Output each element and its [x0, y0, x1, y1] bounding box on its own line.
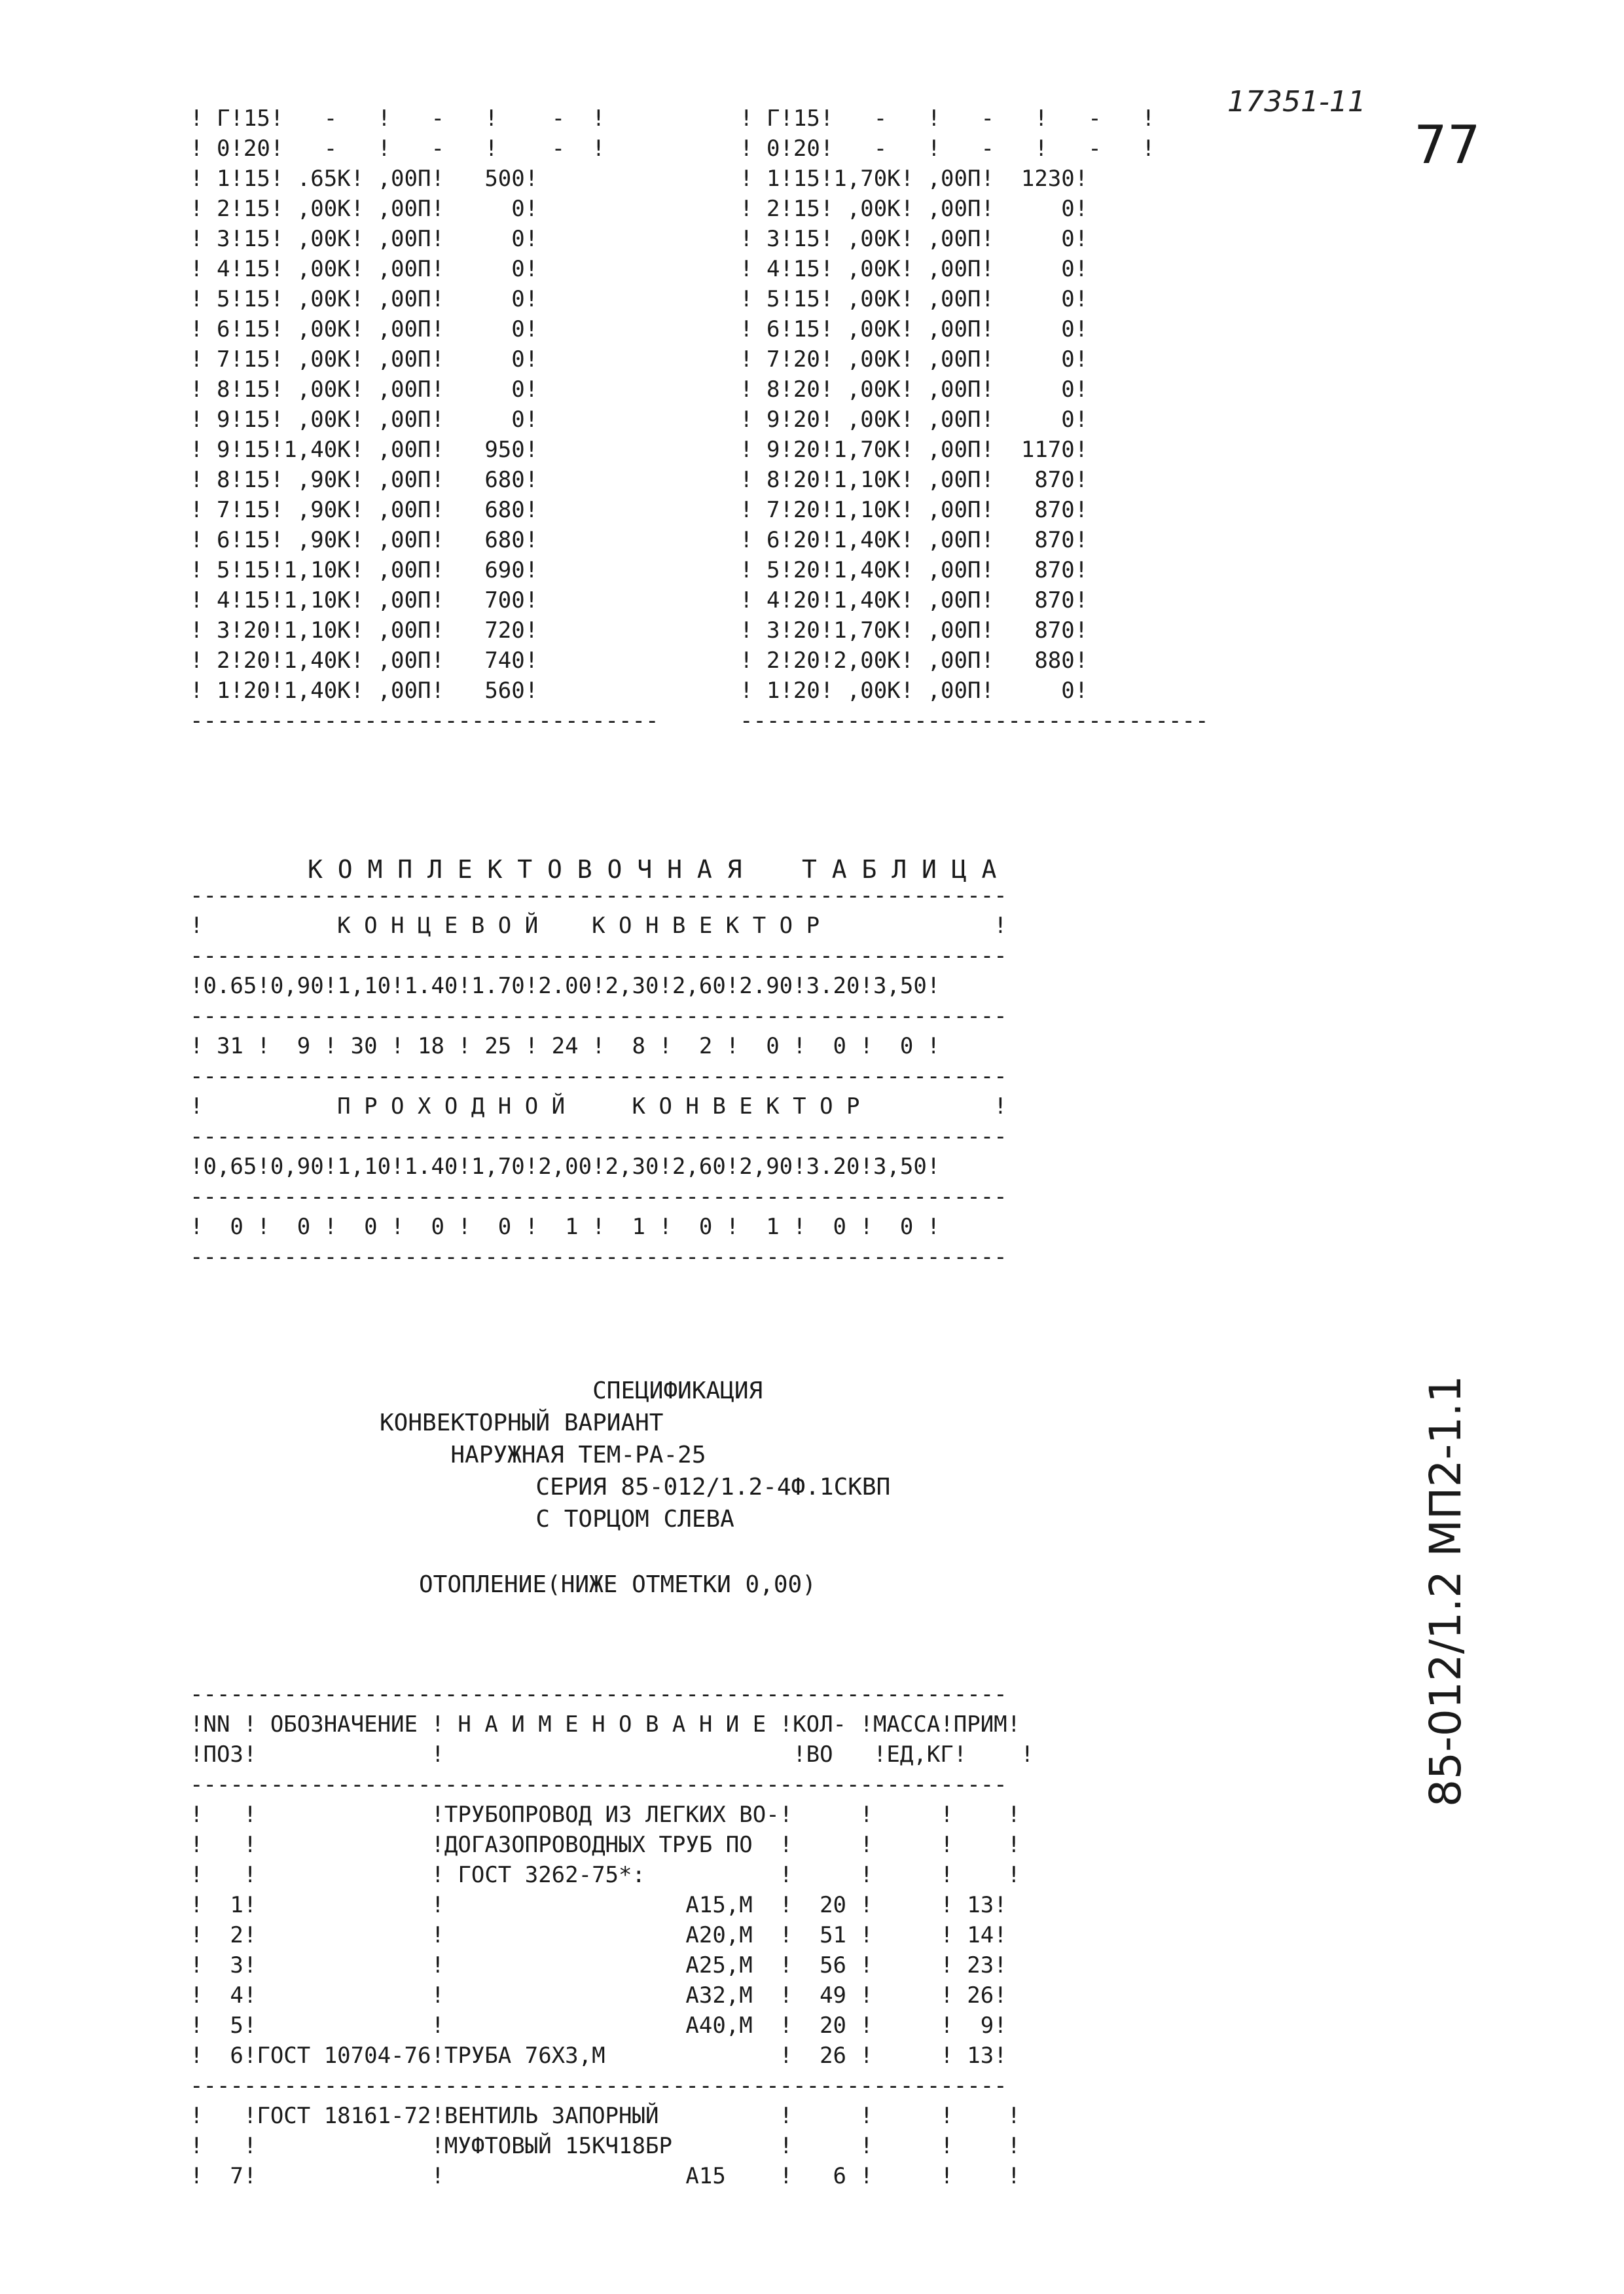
spec-row: ! 2! ! А20,М ! 51 ! ! 14!: [190, 1922, 1007, 1948]
right-row: ! 9!20!1,70К! ,00П! 1170!: [740, 437, 1089, 463]
left-row: ! 2!20!1,40К! ,00П! 740!: [190, 647, 539, 674]
left-row: ! 5!15! ,00К! ,00П! 0!: [190, 286, 539, 312]
page-number: 77: [1414, 115, 1481, 175]
kt-row: ! 31 ! 9 ! 30 ! 18 ! 25 ! 24 ! 8 ! 2 ! 0 ! 0 ! 0 !: [190, 1033, 941, 1059]
left-row: ! 6!15! ,90К! ,00П! 680!: [190, 527, 539, 553]
spec-row: ! 4! ! А32,М ! 49 ! ! 26!: [190, 1982, 1007, 2009]
left-row: ! 7!15! ,90К! ,00П! 680!: [190, 497, 539, 523]
kt-row: !0.65!0,90!1,10!1.40!1.70!2.00!2,30!2,60!2.90!3.20!3,50!: [190, 973, 941, 999]
right-row: ! 4!15! ,00К! ,00П! 0!: [740, 256, 1089, 282]
right-row: ! 2!20!2,00К! ,00П! 880!: [740, 647, 1089, 674]
left-row: ! 2!15! ,00К! ,00П! 0!: [190, 196, 539, 222]
right-row: ! 0!20! - ! - ! - !: [740, 136, 1155, 162]
spec-row: ! ! !ТРУБОПРОВОД ИЗ ЛЕГКИХ ВО-! ! ! !: [190, 1802, 1021, 1828]
spec-row: -------------------------------------------------------------: [190, 1772, 1007, 1798]
left-row: ! 8!15! ,00К! ,00П! 0!: [190, 376, 539, 403]
right-row: ! 9!20! ,00К! ,00П! 0!: [740, 407, 1089, 433]
spec-row: ! 7! ! А15 ! 6 ! ! !: [190, 2163, 1021, 2189]
spec-row: -------------------------------------------------------------: [190, 2073, 1007, 2099]
kt-table: [190, 881, 1007, 1272]
right-row: ! 3!15! ,00К! ,00П! 0!: [740, 226, 1089, 252]
left-row: ! 9!15! ,00К! ,00П! 0!: [190, 407, 539, 433]
spec-row: !ПОЗ! ! !ВО !ЕД,КГ! !: [190, 1741, 1034, 1768]
spec-row: ! ! !МУФТОВЫЙ 15КЧ18БР ! ! ! !: [190, 2133, 1021, 2159]
right-row: ! 6!20!1,40К! ,00П! 870!: [740, 527, 1089, 553]
spec-row: ! 5! ! А40,М ! 20 ! ! 9!: [190, 2012, 1007, 2039]
spec-row: ! 1! ! А15,М ! 20 ! ! 13!: [190, 1892, 1007, 1918]
kt-row: -------------------------------------------------------------: [190, 1003, 1007, 1029]
spec-heating-line: ОТОПЛЕНИЕ(НИЖЕ ОТМЕТКИ 0,00): [419, 1571, 816, 1598]
right-row: ! 8!20! ,00К! ,00П! 0!: [740, 376, 1089, 403]
kt-row: ! К О Н Ц Е В О Й К О Н В Е К Т О Р !: [190, 913, 1007, 939]
left-row: ! 1!20!1,40К! ,00П! 560!: [190, 678, 539, 704]
kt-row: -------------------------------------------------------------: [190, 1184, 1007, 1210]
left-row: ! 4!15!1,10К! ,00П! 700!: [190, 587, 539, 613]
right-row: ! 5!15! ,00К! ,00П! 0!: [740, 286, 1089, 312]
series-stamp: 85-012/1.2 МП2-1.1: [1420, 1375, 1471, 1807]
spec-heading-line: СЕРИЯ 85-012/1.2-4Ф.1СКВП: [380, 1474, 891, 1501]
doc-code-handwritten: 17351-11: [1227, 85, 1366, 118]
spec-row: ! ! !ДОГАЗОПРОВОДНЫХ ТРУБ ПО ! ! ! !: [190, 1832, 1021, 1858]
left-row: ! 4!15! ,00К! ,00П! 0!: [190, 256, 539, 282]
spec-heading-line: С ТОРЦОМ СЛЕВА: [380, 1506, 734, 1533]
spec-row: -------------------------------------------------------------: [190, 1681, 1007, 1707]
right-row: ! 7!20! ,00К! ,00П! 0!: [740, 346, 1089, 373]
spec-row: !NN ! ОБОЗНАЧЕНИЕ ! Н А И М Е Н О В А Н И Е !КОЛ- !МАССА!ПРИМ!: [190, 1711, 1021, 1738]
left-row: ! 7!15! ,00К! ,00П! 0!: [190, 346, 539, 373]
right-row: -----------------------------------: [740, 708, 1209, 734]
left-row: ! 1!15! .65К! ,00П! 500!: [190, 166, 539, 192]
spec-heading: [380, 1375, 890, 1535]
right-row: ! 5!20!1,40К! ,00П! 870!: [740, 557, 1089, 583]
kt-row: -------------------------------------------------------------: [190, 1244, 1007, 1270]
spec-table: [190, 1679, 1034, 2191]
left-row: ! 6!15! ,00К! ,00П! 0!: [190, 316, 539, 342]
left-row: ! 5!15!1,10К! ,00П! 690!: [190, 557, 539, 583]
left-row: ! 3!20!1,10К! ,00П! 720!: [190, 617, 539, 644]
right-row: ! 2!15! ,00К! ,00П! 0!: [740, 196, 1089, 222]
right-calc-column: [740, 103, 1208, 736]
kt-row: ! 0 ! 0 ! 0 ! 0 ! 0 ! 1 ! 1 ! 0 ! 1 ! 0 ! 0 !: [190, 1214, 941, 1240]
spec-row: ! ! ! ГОСТ 3262-75*: ! ! ! !: [190, 1862, 1021, 1888]
spec-row: ! 6!ГОСТ 10704-76!ТРУБА 76Х3,М ! 26 ! ! 13!: [190, 2043, 1007, 2069]
left-calc-column: [190, 103, 659, 736]
right-row: ! 1!15!1,70К! ,00П! 1230!: [740, 166, 1089, 192]
left-row: ! Г!15! - ! - ! - !: [190, 105, 605, 132]
left-row: -----------------------------------: [190, 708, 659, 734]
right-row: ! 3!20!1,70К! ,00П! 870!: [740, 617, 1089, 644]
right-row: ! 1!20! ,00К! ,00П! 0!: [740, 678, 1089, 704]
kt-row: !0,65!0,90!1,10!1.40!1,70!2,00!2,30!2,60!2,90!3.20!3,50!: [190, 1154, 941, 1180]
kt-row: -------------------------------------------------------------: [190, 883, 1007, 909]
spec-row: ! !ГОСТ 18161-72!ВЕНТИЛЬ ЗАПОРНЫЙ ! ! ! !: [190, 2103, 1021, 2129]
right-row: ! Г!15! - ! - ! - !: [740, 105, 1155, 132]
spec-heading-line: СПЕЦИФИКАЦИЯ: [380, 1377, 763, 1404]
right-row: ! 8!20!1,10К! ,00П! 870!: [740, 467, 1089, 493]
spec-heading-line: КОНВЕКТОРНЫЙ ВАРИАНТ: [380, 1410, 664, 1436]
left-row: ! 3!15! ,00К! ,00П! 0!: [190, 226, 539, 252]
spec-heading-line: НАРУЖНАЯ ТЕМ-РА-25: [380, 1442, 706, 1468]
kt-row: -------------------------------------------------------------: [190, 1063, 1007, 1089]
left-row: ! 0!20! - ! - ! - !: [190, 136, 605, 162]
right-row: ! 4!20!1,40К! ,00П! 870!: [740, 587, 1089, 613]
kt-row: -------------------------------------------------------------: [190, 1123, 1007, 1150]
spec-row: ! 3! ! А25,М ! 56 ! ! 23!: [190, 1952, 1007, 1978]
left-row: ! 8!15! ,90К! ,00П! 680!: [190, 467, 539, 493]
kt-row: -------------------------------------------------------------: [190, 943, 1007, 969]
kt-title: К О М П Л Е К Т О В О Ч Н А Я Т А Б Л И Ц А: [308, 855, 997, 884]
kt-row: ! П Р О Х О Д Н О Й К О Н В Е К Т О Р !: [190, 1093, 1007, 1120]
left-row: ! 9!15!1,40К! ,00П! 950!: [190, 437, 539, 463]
right-row: ! 6!15! ,00К! ,00П! 0!: [740, 316, 1089, 342]
right-row: ! 7!20!1,10К! ,00П! 870!: [740, 497, 1089, 523]
